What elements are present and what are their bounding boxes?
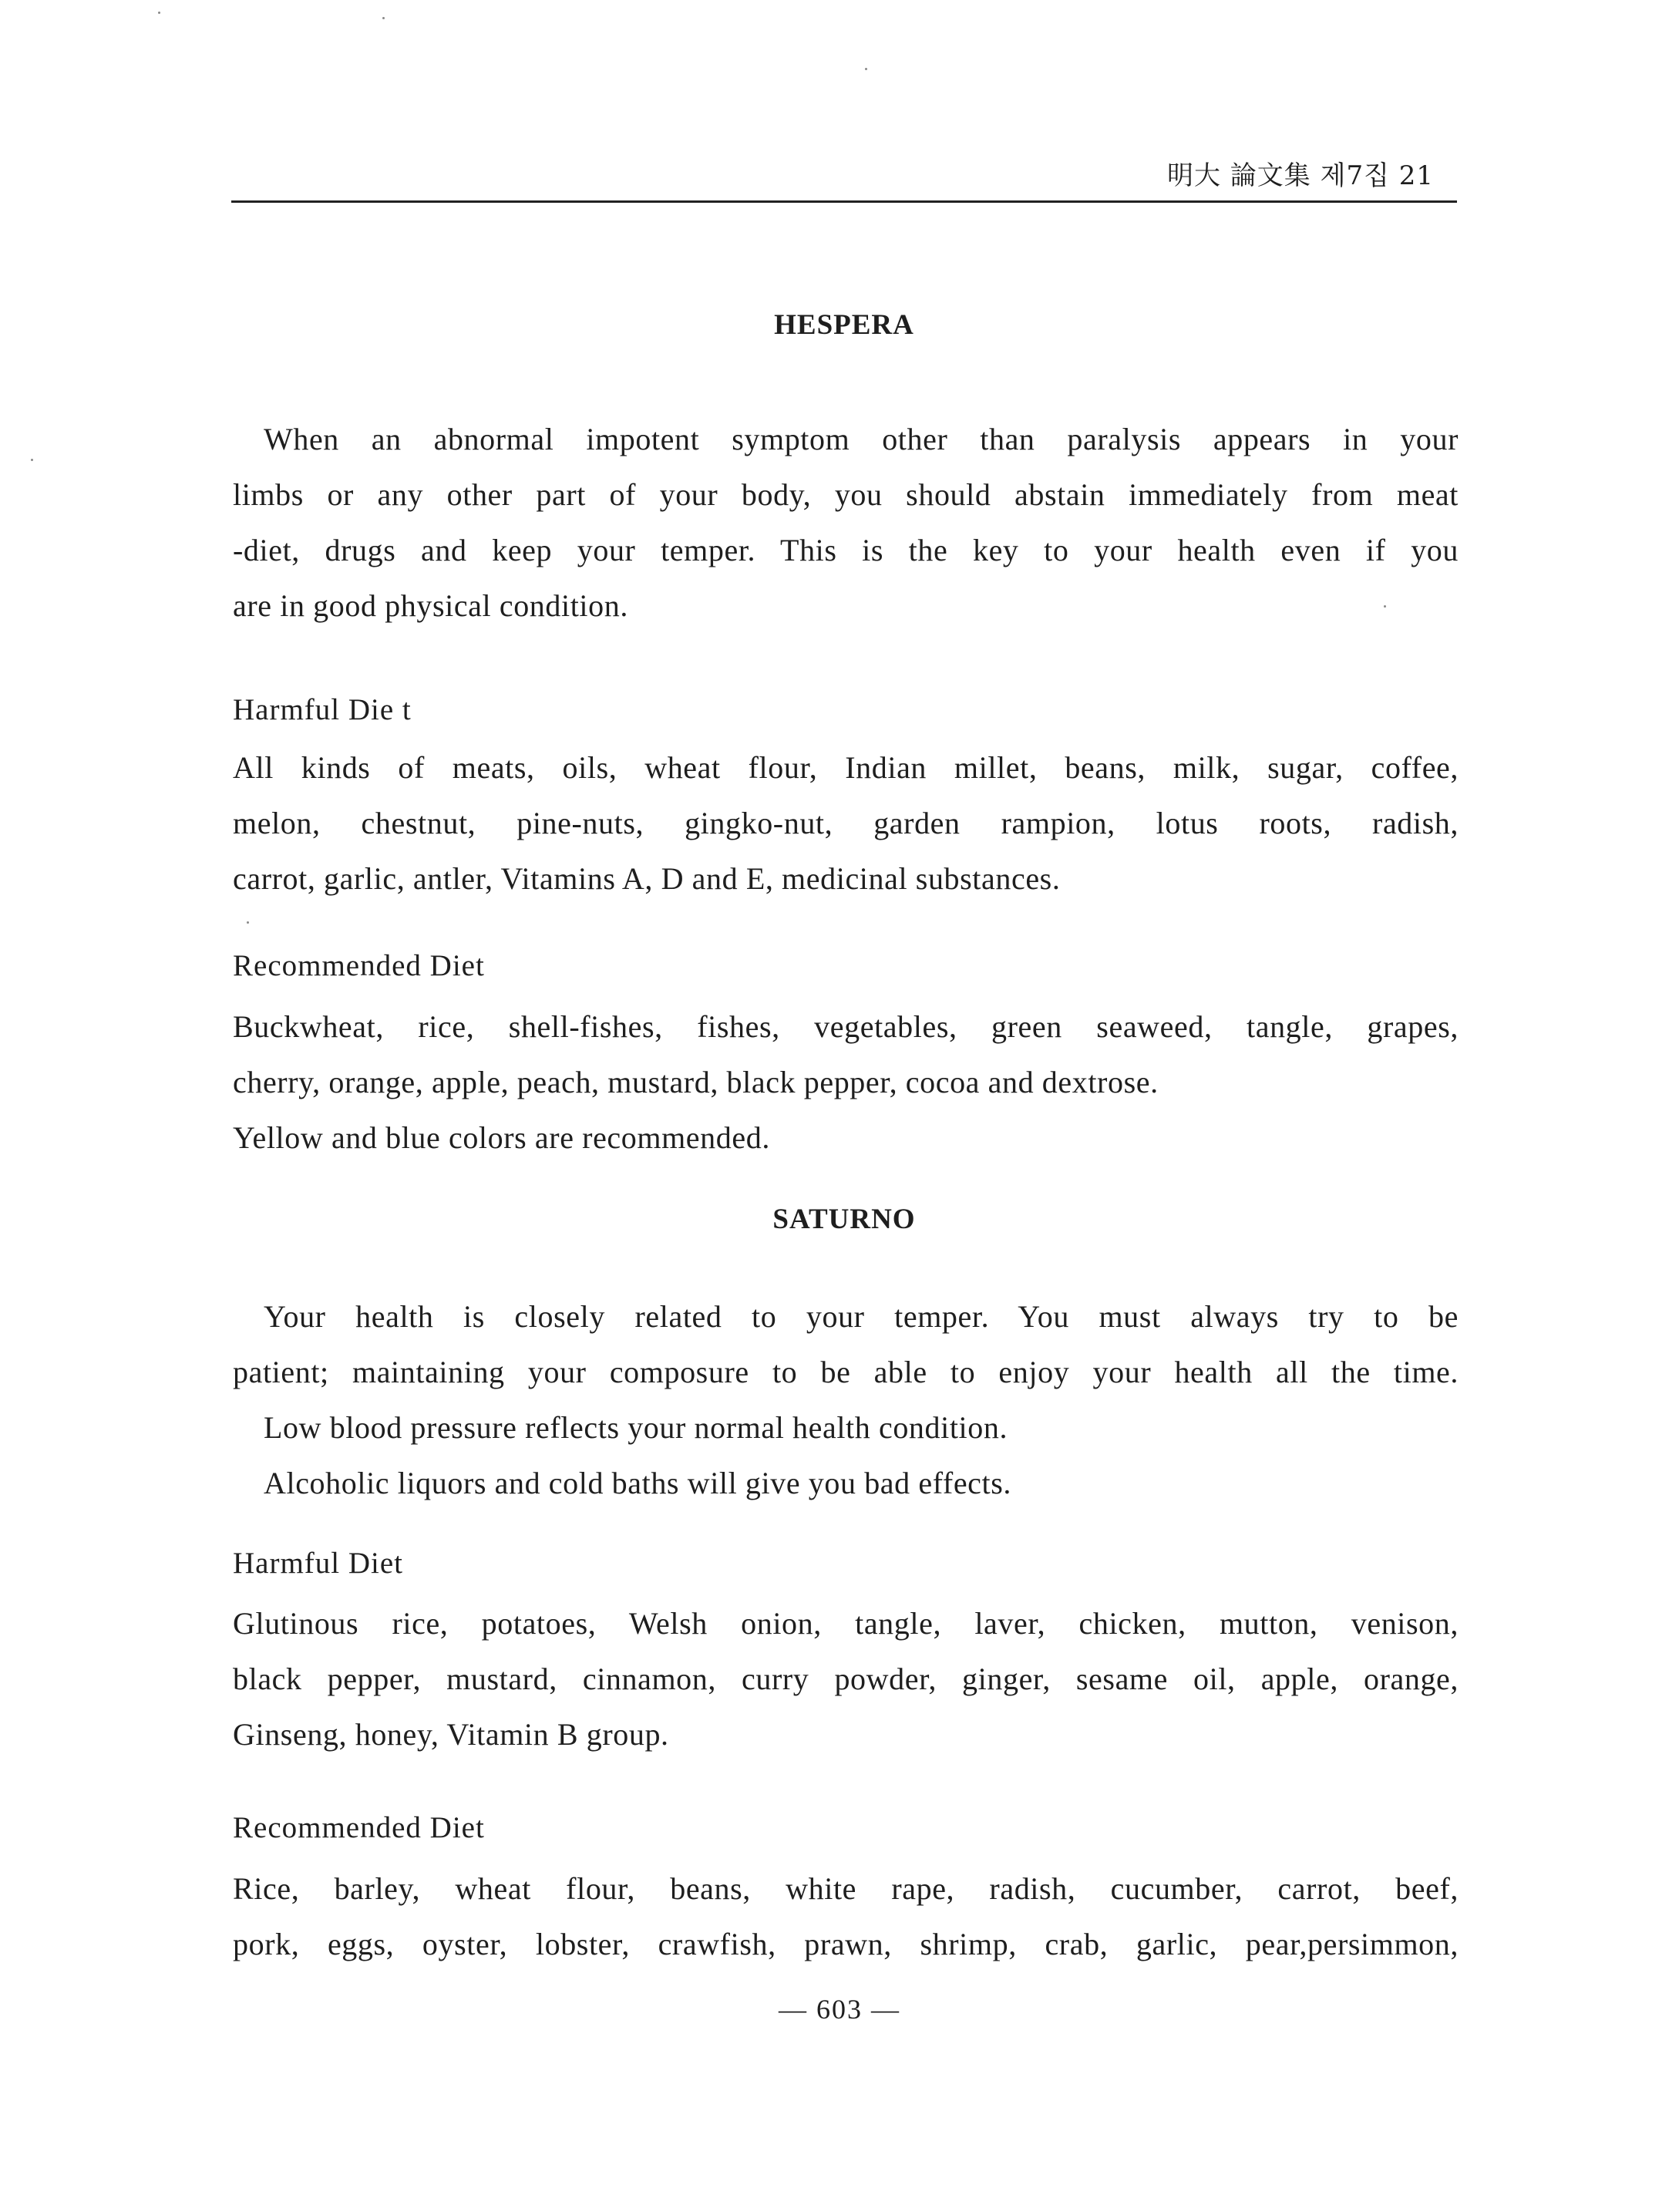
hespera-intro-line: are in good physical condition. (233, 588, 628, 623)
hespera-intro-line: When an abnormal impotent symptom other than paralysis appears in your (264, 422, 1459, 456)
section-title-saturno: SATURNO (772, 1204, 916, 1235)
hespera-harmful-heading: Harmful Die t (233, 693, 412, 726)
saturno-recommended-line: pork, eggs, oyster, lobster, crawfish, prawn, shrimp, crab, garlic, pear,persimmon, (233, 1927, 1459, 1961)
saturno-intro-line: patient; maintaining your composure to be able to enjoy your health all the time. (233, 1355, 1459, 1389)
hespera-recommended-list (233, 999, 1459, 1166)
hespera-intro-line: -diet, drugs and keep your temper. This is the key to your health even if you (233, 533, 1459, 567)
scan-speck (247, 921, 249, 924)
scan-speck (158, 12, 160, 14)
saturno-intro-line: Low blood pressure reflects your normal health condition. (264, 1410, 1008, 1445)
saturno-recommended-list (233, 1861, 1459, 1972)
hespera-recommended-heading: Recommended Diet (233, 949, 485, 982)
hespera-intro (233, 412, 1459, 634)
hespera-harmful-line: carrot, garlic, antler, Vitamins A, D and E, medicinal substances. (233, 861, 1061, 896)
saturno-intro (233, 1289, 1459, 1511)
saturno-harmful-line: Glutinous rice, potatoes, Welsh onion, tangle, laver, chicken, mutton, venison, (233, 1606, 1459, 1641)
section-title-hespera: HESPERA (774, 309, 914, 341)
saturno-recommended-heading: Recommended Diet (233, 1811, 485, 1844)
saturno-recommended-line: Rice, barley, wheat flour, beans, white rape, radish, cucumber, carrot, beef, (233, 1871, 1459, 1906)
saturno-intro-line: Alcoholic liquors and cold baths will give you bad effects. (264, 1466, 1012, 1500)
hespera-harmful-line: All kinds of meats, oils, wheat flour, Indian millet, beans, milk, sugar, coffee, (233, 750, 1459, 785)
saturno-harmful-list (233, 1596, 1459, 1763)
saturno-harmful-line: Ginseng, honey, Vitamin B group. (233, 1717, 669, 1752)
hespera-recommended-line: Buckwheat, rice, shell-fishes, fishes, vegetables, green seaweed, tangle, grapes, (233, 1009, 1459, 1044)
hespera-harmful-list (233, 740, 1459, 907)
scan-speck (382, 17, 385, 19)
saturno-harmful-heading: Harmful Diet (233, 1547, 404, 1580)
hespera-recommended-line: cherry, orange, apple, peach, mustard, black pepper, cocoa and dextrose. (233, 1065, 1159, 1099)
hespera-harmful-line: melon, chestnut, pine-nuts, gingko-nut, garden rampion, lotus roots, radish, (233, 806, 1459, 840)
running-header: 明大 論文集 제7집 21 (1166, 160, 1434, 191)
page-number: — 603 — (779, 1994, 900, 2025)
hespera-recommended-line: Yellow and blue colors are recommended. (233, 1120, 770, 1155)
scan-speck (31, 459, 33, 461)
hespera-intro-line: limbs or any other part of your body, you should abstain immediately from meat (233, 477, 1459, 512)
scan-speck (865, 68, 867, 70)
saturno-harmful-line: black pepper, mustard, cinnamon, curry powder, ginger, sesame oil, apple, orange, (233, 1662, 1459, 1696)
saturno-intro-line: Your health is closely related to your temper. You must always try to be (264, 1299, 1459, 1334)
header-rule (231, 200, 1457, 203)
